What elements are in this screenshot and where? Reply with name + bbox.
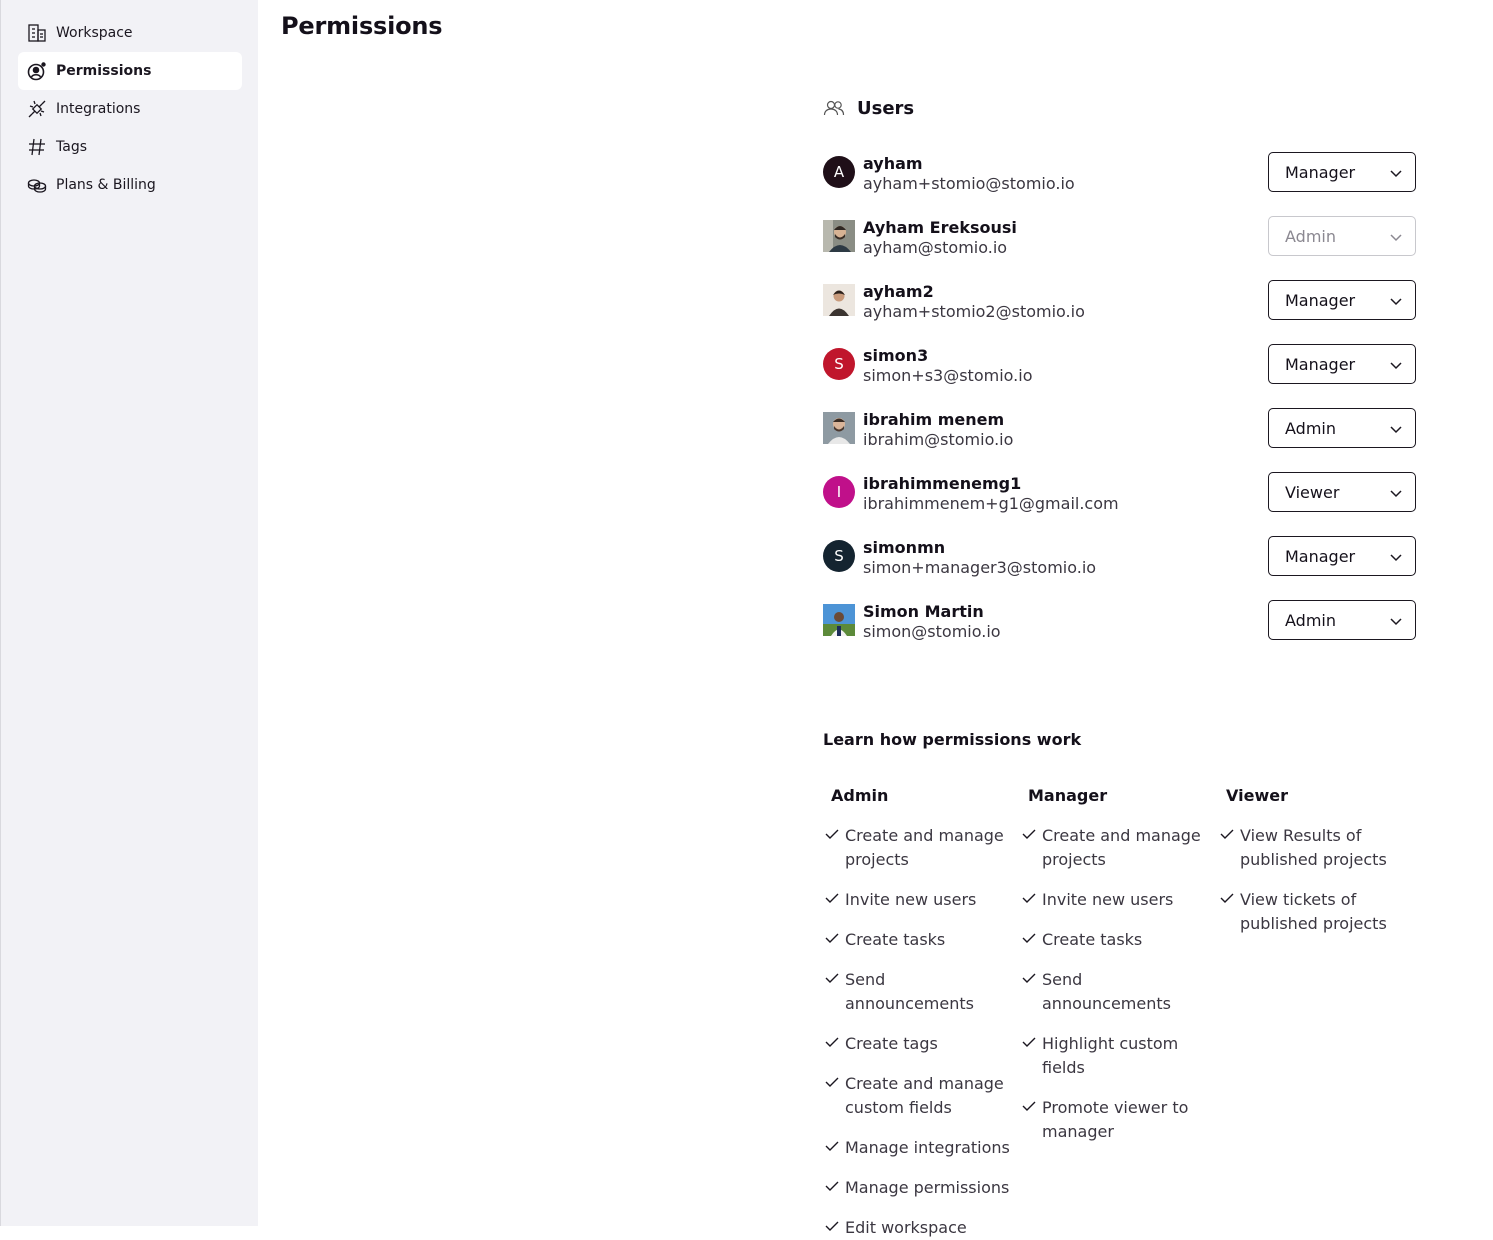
permission-item <box>823 1072 1019 1120</box>
user-row <box>823 344 1416 408</box>
avatar <box>823 540 855 572</box>
user-name: ibrahimmenemg1 <box>863 474 1022 493</box>
sidebar <box>0 0 258 1226</box>
role-column-manager <box>1020 786 1216 1144</box>
permission-text: Invite new users <box>845 890 977 909</box>
user-row <box>823 216 1416 280</box>
role-value: Admin <box>1285 226 1336 246</box>
permission-text: Edit workspace <box>845 1218 967 1237</box>
permission-text: Promote viewer to manager <box>1042 1098 1189 1141</box>
avatar <box>823 348 855 380</box>
permission-text: Create and manage projects <box>845 826 1004 869</box>
check-icon <box>1022 971 1036 985</box>
permission-text: Manage integrations <box>845 1138 1010 1157</box>
permission-item <box>823 1136 1019 1160</box>
check-icon <box>825 971 839 985</box>
role-heading: Manager <box>1028 786 1108 805</box>
role-value: Manager <box>1285 546 1356 566</box>
permission-item <box>1020 1096 1216 1144</box>
check-icon <box>1022 1099 1036 1113</box>
user-email: simon+s3@stomio.io <box>863 366 1033 385</box>
chevron-down-icon <box>1389 422 1403 436</box>
chevron-down-icon <box>1389 166 1403 180</box>
avatar-letter: S <box>834 355 844 373</box>
user-photo-icon <box>823 604 855 636</box>
user-name: ayham <box>863 154 923 173</box>
user-email: ayham+stomio2@stomio.io <box>863 302 1085 321</box>
avatar-letter: S <box>834 547 844 565</box>
hash-icon <box>26 136 48 158</box>
avatar <box>823 220 855 252</box>
user-photo-icon <box>823 412 855 444</box>
users-section-header <box>823 95 914 121</box>
check-icon <box>1022 891 1036 905</box>
user-email: ayham@stomio.io <box>863 238 1008 257</box>
permission-text: Create and manage projects <box>1042 826 1201 869</box>
sidebar-item-tags[interactable] <box>18 128 242 166</box>
sidebar-item-label: Permissions <box>56 63 152 79</box>
sidebar-item-plans-billing[interactable] <box>18 166 242 204</box>
role-value: Viewer <box>1285 482 1340 502</box>
role-heading: Viewer <box>1226 786 1288 805</box>
role-column-viewer <box>1218 786 1414 936</box>
check-icon <box>825 1139 839 1153</box>
role-value: Manager <box>1285 290 1356 310</box>
permission-text: View Results of published projects <box>1240 826 1387 869</box>
permission-item <box>1020 928 1216 952</box>
role-value: Admin <box>1285 610 1336 630</box>
permission-item <box>823 928 1019 952</box>
user-row <box>823 280 1416 344</box>
avatar-letter: I <box>836 483 842 501</box>
check-icon <box>1022 827 1036 841</box>
check-icon <box>825 1179 839 1193</box>
chevron-down-icon <box>1389 230 1403 244</box>
permission-text: Highlight custom fields <box>1042 1034 1179 1077</box>
user-name: simonmn <box>863 538 946 557</box>
user-circle-icon <box>26 60 48 82</box>
user-email: ibrahimmenem+g1@gmail.com <box>863 494 1119 513</box>
user-name: simon3 <box>863 346 929 365</box>
user-name: ayham2 <box>863 282 934 301</box>
check-icon <box>825 1219 839 1233</box>
role-select[interactable] <box>1268 600 1416 640</box>
check-icon <box>825 1075 839 1089</box>
user-row <box>823 536 1416 600</box>
users-icon <box>823 97 845 119</box>
users-title: Users <box>857 97 915 119</box>
user-name: Simon Martin <box>863 602 984 621</box>
permission-text: Create tags <box>845 1034 938 1053</box>
user-row <box>823 152 1416 216</box>
permission-item <box>823 1176 1019 1200</box>
sidebar-item-integrations[interactable] <box>18 90 242 128</box>
avatar <box>823 284 855 316</box>
permission-item <box>1020 968 1216 1016</box>
learn-permissions-title: Learn how permissions work <box>823 730 1082 749</box>
check-icon <box>1022 1035 1036 1049</box>
sidebar-item-permissions[interactable] <box>18 52 242 90</box>
check-icon <box>825 891 839 905</box>
coins-icon <box>26 174 48 196</box>
role-select <box>1268 216 1416 256</box>
permission-item <box>823 968 1019 1016</box>
permission-text: View tickets of published projects <box>1240 890 1387 933</box>
user-name: Ayham Ereksousi <box>863 218 1017 237</box>
avatar <box>823 156 855 188</box>
chevron-down-icon <box>1389 486 1403 500</box>
permission-item <box>1218 824 1414 872</box>
role-select[interactable] <box>1268 408 1416 448</box>
plug-icon <box>26 98 48 120</box>
chevron-down-icon <box>1389 294 1403 308</box>
user-name: ibrahim menem <box>863 410 1005 429</box>
avatar <box>823 412 855 444</box>
permission-text: Invite new users <box>1042 890 1174 909</box>
sidebar-item-label: Workspace <box>56 25 133 41</box>
role-select[interactable] <box>1268 472 1416 512</box>
permission-text: Create tasks <box>845 930 946 949</box>
chevron-down-icon <box>1389 358 1403 372</box>
role-select[interactable] <box>1268 536 1416 576</box>
check-icon <box>825 931 839 945</box>
role-value: Manager <box>1285 162 1356 182</box>
check-icon <box>1022 931 1036 945</box>
role-heading: Admin <box>831 786 889 805</box>
permission-item <box>823 1032 1019 1056</box>
role-value: Admin <box>1285 418 1336 438</box>
user-email: simon@stomio.io <box>863 622 1001 641</box>
chevron-down-icon <box>1389 614 1403 628</box>
permission-item <box>823 888 1019 912</box>
permission-item <box>1020 888 1216 912</box>
role-select[interactable] <box>1268 344 1416 384</box>
user-photo-icon <box>823 284 855 316</box>
permission-text: Create and manage custom fields <box>845 1074 1004 1117</box>
role-select[interactable] <box>1268 280 1416 320</box>
permission-item <box>823 824 1019 872</box>
sidebar-item-workspace[interactable] <box>18 14 242 52</box>
permission-item <box>1020 824 1216 872</box>
user-row <box>823 472 1416 536</box>
page-title: Permissions <box>281 12 443 40</box>
user-row <box>823 600 1416 664</box>
user-photo-icon <box>823 220 855 252</box>
permission-item <box>1020 1032 1216 1080</box>
user-email: simon+manager3@stomio.io <box>863 558 1097 577</box>
check-icon <box>1220 827 1234 841</box>
sidebar-item-label: Tags <box>56 139 87 155</box>
avatar <box>823 476 855 508</box>
sidebar-nav <box>18 14 242 204</box>
user-email: ayham+stomio@stomio.io <box>863 174 1075 193</box>
permission-text: Create tasks <box>1042 930 1143 949</box>
role-select[interactable] <box>1268 152 1416 192</box>
permission-text: Send announcements <box>1042 970 1171 1013</box>
building-icon <box>26 22 48 44</box>
check-icon <box>825 827 839 841</box>
check-icon <box>1220 891 1234 905</box>
user-email: ibrahim@stomio.io <box>863 430 1014 449</box>
chevron-down-icon <box>1389 550 1403 564</box>
user-list <box>823 152 1416 664</box>
user-row <box>823 408 1416 472</box>
check-icon <box>825 1035 839 1049</box>
permission-item <box>823 1216 1019 1240</box>
avatar-letter: A <box>833 163 845 181</box>
sidebar-item-label: Plans & Billing <box>56 177 156 193</box>
role-column-admin <box>823 786 1019 1240</box>
permission-text: Manage permissions <box>845 1178 1010 1197</box>
role-value: Manager <box>1285 354 1356 374</box>
avatar <box>823 604 855 636</box>
sidebar-item-label: Integrations <box>56 101 141 117</box>
permission-item <box>1218 888 1414 936</box>
permission-text: Send announcements <box>845 970 974 1013</box>
